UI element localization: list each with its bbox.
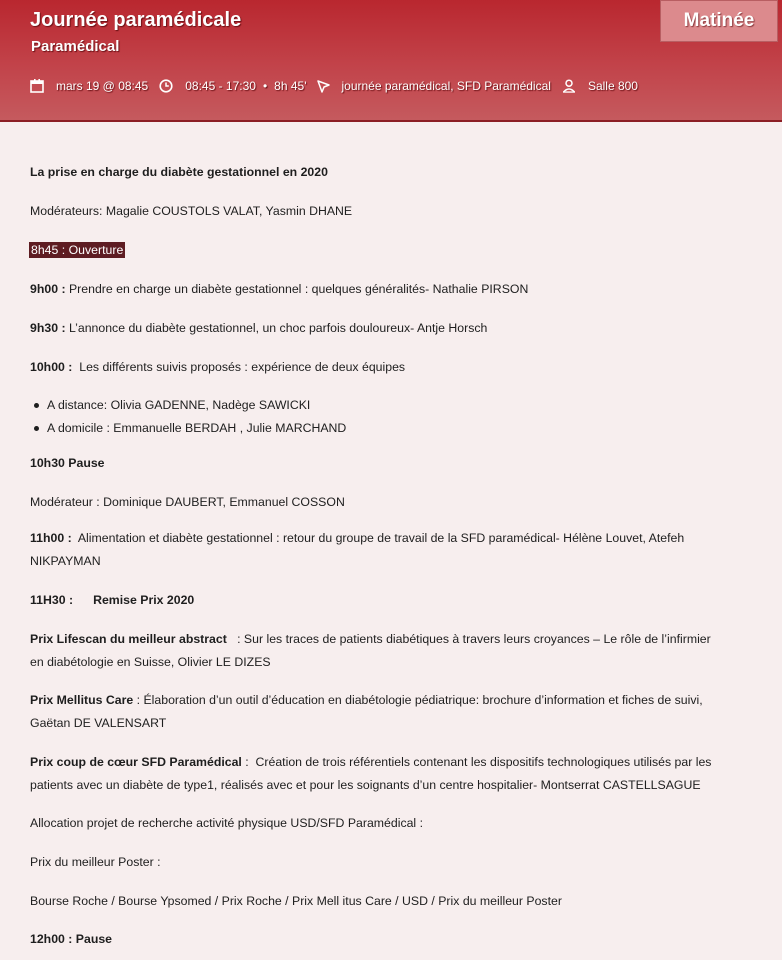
event-room: Salle 800 bbox=[587, 79, 638, 93]
event-date: mars 19 @ 08:45 bbox=[56, 79, 149, 93]
calendar-icon bbox=[30, 79, 44, 93]
prize-entry bbox=[30, 752, 770, 772]
prize-label: Prix Lifescan du meilleur abstract bbox=[30, 632, 227, 646]
bourses-line: Bourse Roche / Bourse Ypsomed / Prix Roche / Prix Mell itus Care / USD / Prix du meilleur Poster bbox=[30, 894, 562, 908]
session-text: Remise Prix 2020 bbox=[93, 593, 195, 607]
prize-text-continued: en diabétologie en Suisse, Olivier LE DIZES bbox=[30, 655, 271, 669]
prize-entry bbox=[30, 629, 770, 649]
session-item bbox=[30, 357, 770, 377]
session-time: 11H30 : bbox=[30, 593, 74, 607]
event-time-range: 08:45 - 17:30 bbox=[185, 79, 256, 93]
session-time: 9h30 : bbox=[30, 321, 66, 335]
program-heading: La prise en charge du diabète gestationnel en 2020 bbox=[30, 165, 328, 179]
session-text-continued: NIKPAYMAN bbox=[30, 554, 101, 568]
session-item bbox=[30, 528, 770, 548]
allocation-line: Allocation projet de recherche activité physique USD/SFD Paramédical : bbox=[30, 816, 424, 830]
session-item bbox=[30, 590, 770, 610]
moderators-morning: Modérateurs: Magalie COUSTOLS VALAT, Yasmin DHANE bbox=[30, 204, 353, 218]
map-pin-icon bbox=[317, 80, 330, 93]
prize-text-continued: Gaëtan DE VALENSART bbox=[30, 716, 167, 730]
event-location[interactable]: journée paramédical, SFD Paramédical bbox=[341, 79, 551, 93]
event-duration: 8h 45' bbox=[274, 79, 307, 93]
poster-prize-line: Prix du meilleur Poster : bbox=[30, 855, 161, 869]
prize-text: : Élaboration d’un outil d’éducation en diabétologie pédiatrique: brochure d’information et fiches de suivi, bbox=[133, 693, 703, 707]
session-text: Les différents suivis proposés : expérience de deux équipes bbox=[72, 360, 406, 374]
pause-line: 12h00 : Pause bbox=[30, 932, 113, 946]
event-header bbox=[0, 0, 782, 122]
prize-text: : Sur les traces de patients diabétiques à travers leurs croyances – Le rôle de l’infirmier bbox=[226, 632, 711, 646]
session-text: L’annonce du diabète gestationnel, un choc parfois douloureux- Antje Horsch bbox=[65, 321, 488, 335]
moderators-late-morning: Modérateur : Dominique DAUBERT, Emmanuel COSSON bbox=[30, 495, 345, 509]
prize-text: : Création de trois référentiels contenant les dispositifs technologiques utilisés par les bbox=[241, 755, 712, 769]
prize-label: Prix Mellitus Care bbox=[30, 693, 134, 707]
session-text: Alimentation et diabète gestationnel : retour du groupe de travail de la SFD paramédical- Hélène Louvet, Atefeh bbox=[71, 531, 685, 545]
session-item bbox=[30, 318, 770, 338]
event-category[interactable]: Paramédical bbox=[31, 38, 120, 55]
opening-highlight: 8h45 : Ouverture bbox=[31, 243, 124, 257]
list-item bbox=[34, 418, 346, 438]
session-time: 11h00 : bbox=[30, 531, 72, 545]
prize-label: Prix coup de cœur SFD Paramédical bbox=[30, 755, 242, 769]
event-meta bbox=[30, 76, 638, 96]
pause-line: 10h30 Pause bbox=[30, 456, 105, 470]
separator-dot: • bbox=[262, 79, 268, 93]
opening-line bbox=[30, 240, 770, 260]
prize-text-continued: patients avec un diabète de type1, réalisés avec et pour les soignants d’un centre hospitalier- Montserrat CASTELLSAGUE bbox=[30, 778, 701, 792]
clock-icon bbox=[159, 79, 173, 93]
prize-entry bbox=[30, 690, 770, 710]
session-item bbox=[30, 279, 770, 299]
session-text: Prendre en charge un diabète gestationnel : quelques généralités- Nathalie PIRSON bbox=[65, 282, 529, 296]
list-item bbox=[34, 395, 310, 415]
bullet-text: A distance: Olivia GADENNE, Nadège SAWICKI bbox=[47, 398, 311, 412]
session-time: 9h00 : bbox=[30, 282, 66, 296]
person-icon bbox=[562, 79, 576, 93]
session-time: 10h00 : bbox=[30, 360, 73, 374]
bullet-text: A domicile : Emmanuelle BERDAH , Julie MARCHAND bbox=[47, 421, 347, 435]
event-title: Journée paramédicale bbox=[30, 9, 242, 31]
session-badge: Matinée bbox=[660, 0, 778, 42]
